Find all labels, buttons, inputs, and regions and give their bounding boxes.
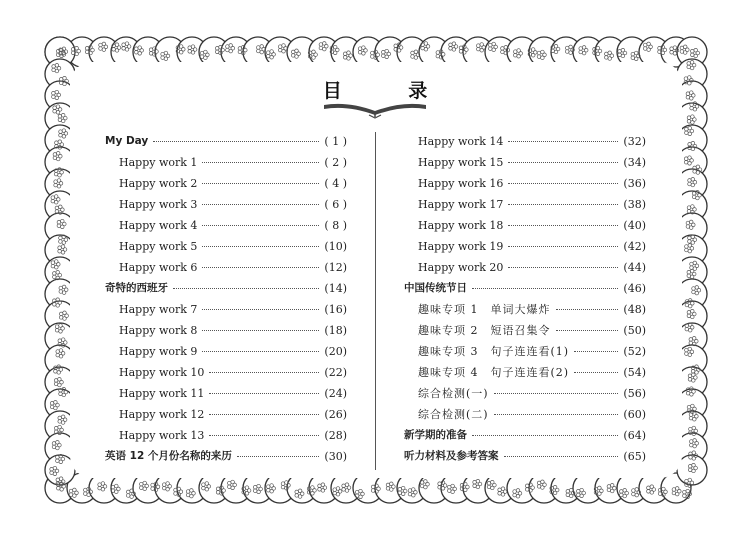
toc-entry-title: 综合检测(二) <box>418 408 489 421</box>
toc-entry-title: Happy work 2 <box>119 177 198 190</box>
toc-entry-title: My Day <box>105 135 149 147</box>
dot-leader <box>508 161 618 163</box>
toc-entry-title: Happy work 9 <box>119 345 198 358</box>
toc-entry-page: (56) <box>623 387 646 400</box>
dot-leader <box>202 245 319 247</box>
toc-entry[interactable] <box>105 173 347 194</box>
toc-entry-page: (44) <box>623 261 646 274</box>
dot-leader <box>508 224 618 226</box>
dot-leader <box>574 371 618 373</box>
toc-entry[interactable] <box>105 299 347 320</box>
toc-entry-title: Happy work 1 <box>119 156 198 169</box>
toc-left-column <box>105 131 347 467</box>
dot-leader <box>237 455 319 457</box>
toc-entry-title: Happy work 11 <box>119 387 205 400</box>
toc-entry[interactable] <box>404 446 646 467</box>
toc-entry-page: (54) <box>623 366 646 379</box>
toc-entry[interactable] <box>404 404 646 425</box>
toc-entry-page: (10) <box>324 240 347 253</box>
toc-entry[interactable] <box>105 362 347 383</box>
dot-leader <box>202 161 319 163</box>
toc-entry-page: (50) <box>623 324 646 337</box>
toc-entry-title: 趣味专项 4 句子连连看(2) <box>418 366 570 379</box>
toc-entry-page: (20) <box>324 345 347 358</box>
toc-entry[interactable] <box>105 341 347 362</box>
toc-entry-page: (46) <box>623 282 646 295</box>
toc-entry-page: ( 8 ) <box>324 219 347 232</box>
toc-entry[interactable] <box>404 299 646 320</box>
toc-entry-title: Happy work 13 <box>119 429 205 442</box>
dot-leader <box>472 434 618 436</box>
toc-entry[interactable] <box>105 383 347 404</box>
toc-entry-page: (14) <box>324 282 347 295</box>
toc-entry[interactable] <box>105 236 347 257</box>
dot-leader <box>556 329 619 331</box>
dot-leader <box>508 266 618 268</box>
dot-leader <box>173 287 319 289</box>
toc-entry-page: (30) <box>324 450 347 463</box>
toc-entry-title: Happy work 19 <box>418 240 504 253</box>
toc-entry-title: Happy work 14 <box>418 135 504 148</box>
toc-entry-page: (64) <box>623 429 646 442</box>
toc-entry-title: Happy work 18 <box>418 219 504 232</box>
dot-leader <box>508 203 618 205</box>
toc-entry[interactable] <box>105 257 347 278</box>
toc-entry[interactable] <box>105 152 347 173</box>
toc-entry-title: Happy work 3 <box>119 198 198 211</box>
toc-entry-title: 趣味专项 2 短语召集令 <box>418 324 551 337</box>
toc-entry[interactable] <box>105 446 347 467</box>
dot-leader <box>504 455 619 457</box>
toc-entry-title: 新学期的准备 <box>404 429 467 441</box>
toc-entry-page: (28) <box>324 429 347 442</box>
dot-leader <box>508 182 618 184</box>
toc-entry-page: (52) <box>623 345 646 358</box>
dot-leader <box>153 140 319 142</box>
toc-entry[interactable] <box>404 152 646 173</box>
dot-leader <box>209 434 319 436</box>
toc-entry-page: (36) <box>623 177 646 190</box>
dot-leader <box>202 182 319 184</box>
toc-entry-title: Happy work 17 <box>418 198 504 211</box>
toc-entry-title: Happy work 12 <box>119 408 205 421</box>
toc-entry-page: (24) <box>324 387 347 400</box>
toc-entry-page: (18) <box>324 324 347 337</box>
toc-entry-title: Happy work 8 <box>119 324 198 337</box>
page-title: 目 录 <box>322 80 458 102</box>
toc-entry-page: (40) <box>623 219 646 232</box>
toc-entry-title: Happy work 6 <box>119 261 198 274</box>
toc-entry-page: (22) <box>324 366 347 379</box>
toc-entry[interactable] <box>404 215 646 236</box>
toc-entry[interactable] <box>404 362 646 383</box>
dot-leader <box>209 413 319 415</box>
toc-entry-title: Happy work 20 <box>418 261 504 274</box>
toc-entry[interactable] <box>404 383 646 404</box>
toc-entry-page: (26) <box>324 408 347 421</box>
toc-entry[interactable] <box>404 131 646 152</box>
dot-leader <box>574 350 618 352</box>
toc-entry-page: ( 4 ) <box>324 177 347 190</box>
toc-entry-page: (32) <box>623 135 646 148</box>
dot-leader <box>556 308 619 310</box>
toc-entry-page: (48) <box>623 303 646 316</box>
toc-entry[interactable] <box>105 215 347 236</box>
toc-entry[interactable] <box>404 320 646 341</box>
toc-entry-title: Happy work 5 <box>119 240 198 253</box>
dot-leader <box>472 287 618 289</box>
toc-entry-title: 综合检测(一) <box>418 387 489 400</box>
dot-leader <box>494 413 619 415</box>
toc-entry-title: Happy work 7 <box>119 303 198 316</box>
toc-entry-page: (16) <box>324 303 347 316</box>
toc-entry[interactable] <box>404 236 646 257</box>
toc-entry[interactable] <box>404 194 646 215</box>
column-divider <box>375 132 376 470</box>
toc-entry[interactable] <box>105 278 347 299</box>
dot-leader <box>209 371 319 373</box>
toc-entry-title: 趣味专项 1 单词大爆炸 <box>418 303 551 316</box>
toc-entry[interactable] <box>404 278 646 299</box>
toc-entry-page: (12) <box>324 261 347 274</box>
toc-entry-page: (42) <box>623 240 646 253</box>
dot-leader <box>202 329 319 331</box>
toc-entry[interactable] <box>105 425 347 446</box>
toc-entry-page: (34) <box>623 156 646 169</box>
toc-entry-title: Happy work 10 <box>119 366 205 379</box>
toc-entry-page: (65) <box>623 450 646 463</box>
toc-entry-title: 中国传统节日 <box>404 282 467 294</box>
dot-leader <box>202 350 319 352</box>
dot-leader <box>494 392 619 394</box>
toc-entry[interactable] <box>105 131 347 152</box>
toc-entry[interactable] <box>105 404 347 425</box>
toc-entry[interactable] <box>105 194 347 215</box>
toc-entry[interactable] <box>404 425 646 446</box>
toc-entry[interactable] <box>404 341 646 362</box>
toc-entry-page: (60) <box>623 408 646 421</box>
dot-leader <box>202 308 319 310</box>
dot-leader <box>202 224 319 226</box>
dot-leader <box>202 266 319 268</box>
toc-entry-title: 听力材料及参考答案 <box>404 450 499 462</box>
dot-leader <box>508 140 618 142</box>
toc-entry[interactable] <box>404 173 646 194</box>
dot-leader <box>508 245 618 247</box>
toc-entry-title: Happy work 4 <box>119 219 198 232</box>
toc-entry[interactable] <box>404 257 646 278</box>
toc-entry-page: (38) <box>623 198 646 211</box>
toc-entry-title: Happy work 16 <box>418 177 504 190</box>
open-book-icon <box>322 101 428 119</box>
toc-entry[interactable] <box>105 320 347 341</box>
toc-right-column <box>404 131 646 467</box>
toc-entry-title: 趣味专项 3 句子连连看(1) <box>418 345 570 358</box>
toc-entry-title: 英语 12 个月份名称的来历 <box>105 450 232 462</box>
toc-entry-page: ( 1 ) <box>324 135 347 148</box>
toc-entry-page: ( 2 ) <box>324 156 347 169</box>
toc-entry-title: 奇特的西班牙 <box>105 282 168 294</box>
dot-leader <box>202 203 319 205</box>
toc-entry-title: Happy work 15 <box>418 156 504 169</box>
dot-leader <box>209 392 319 394</box>
toc-entry-page: ( 6 ) <box>324 198 347 211</box>
